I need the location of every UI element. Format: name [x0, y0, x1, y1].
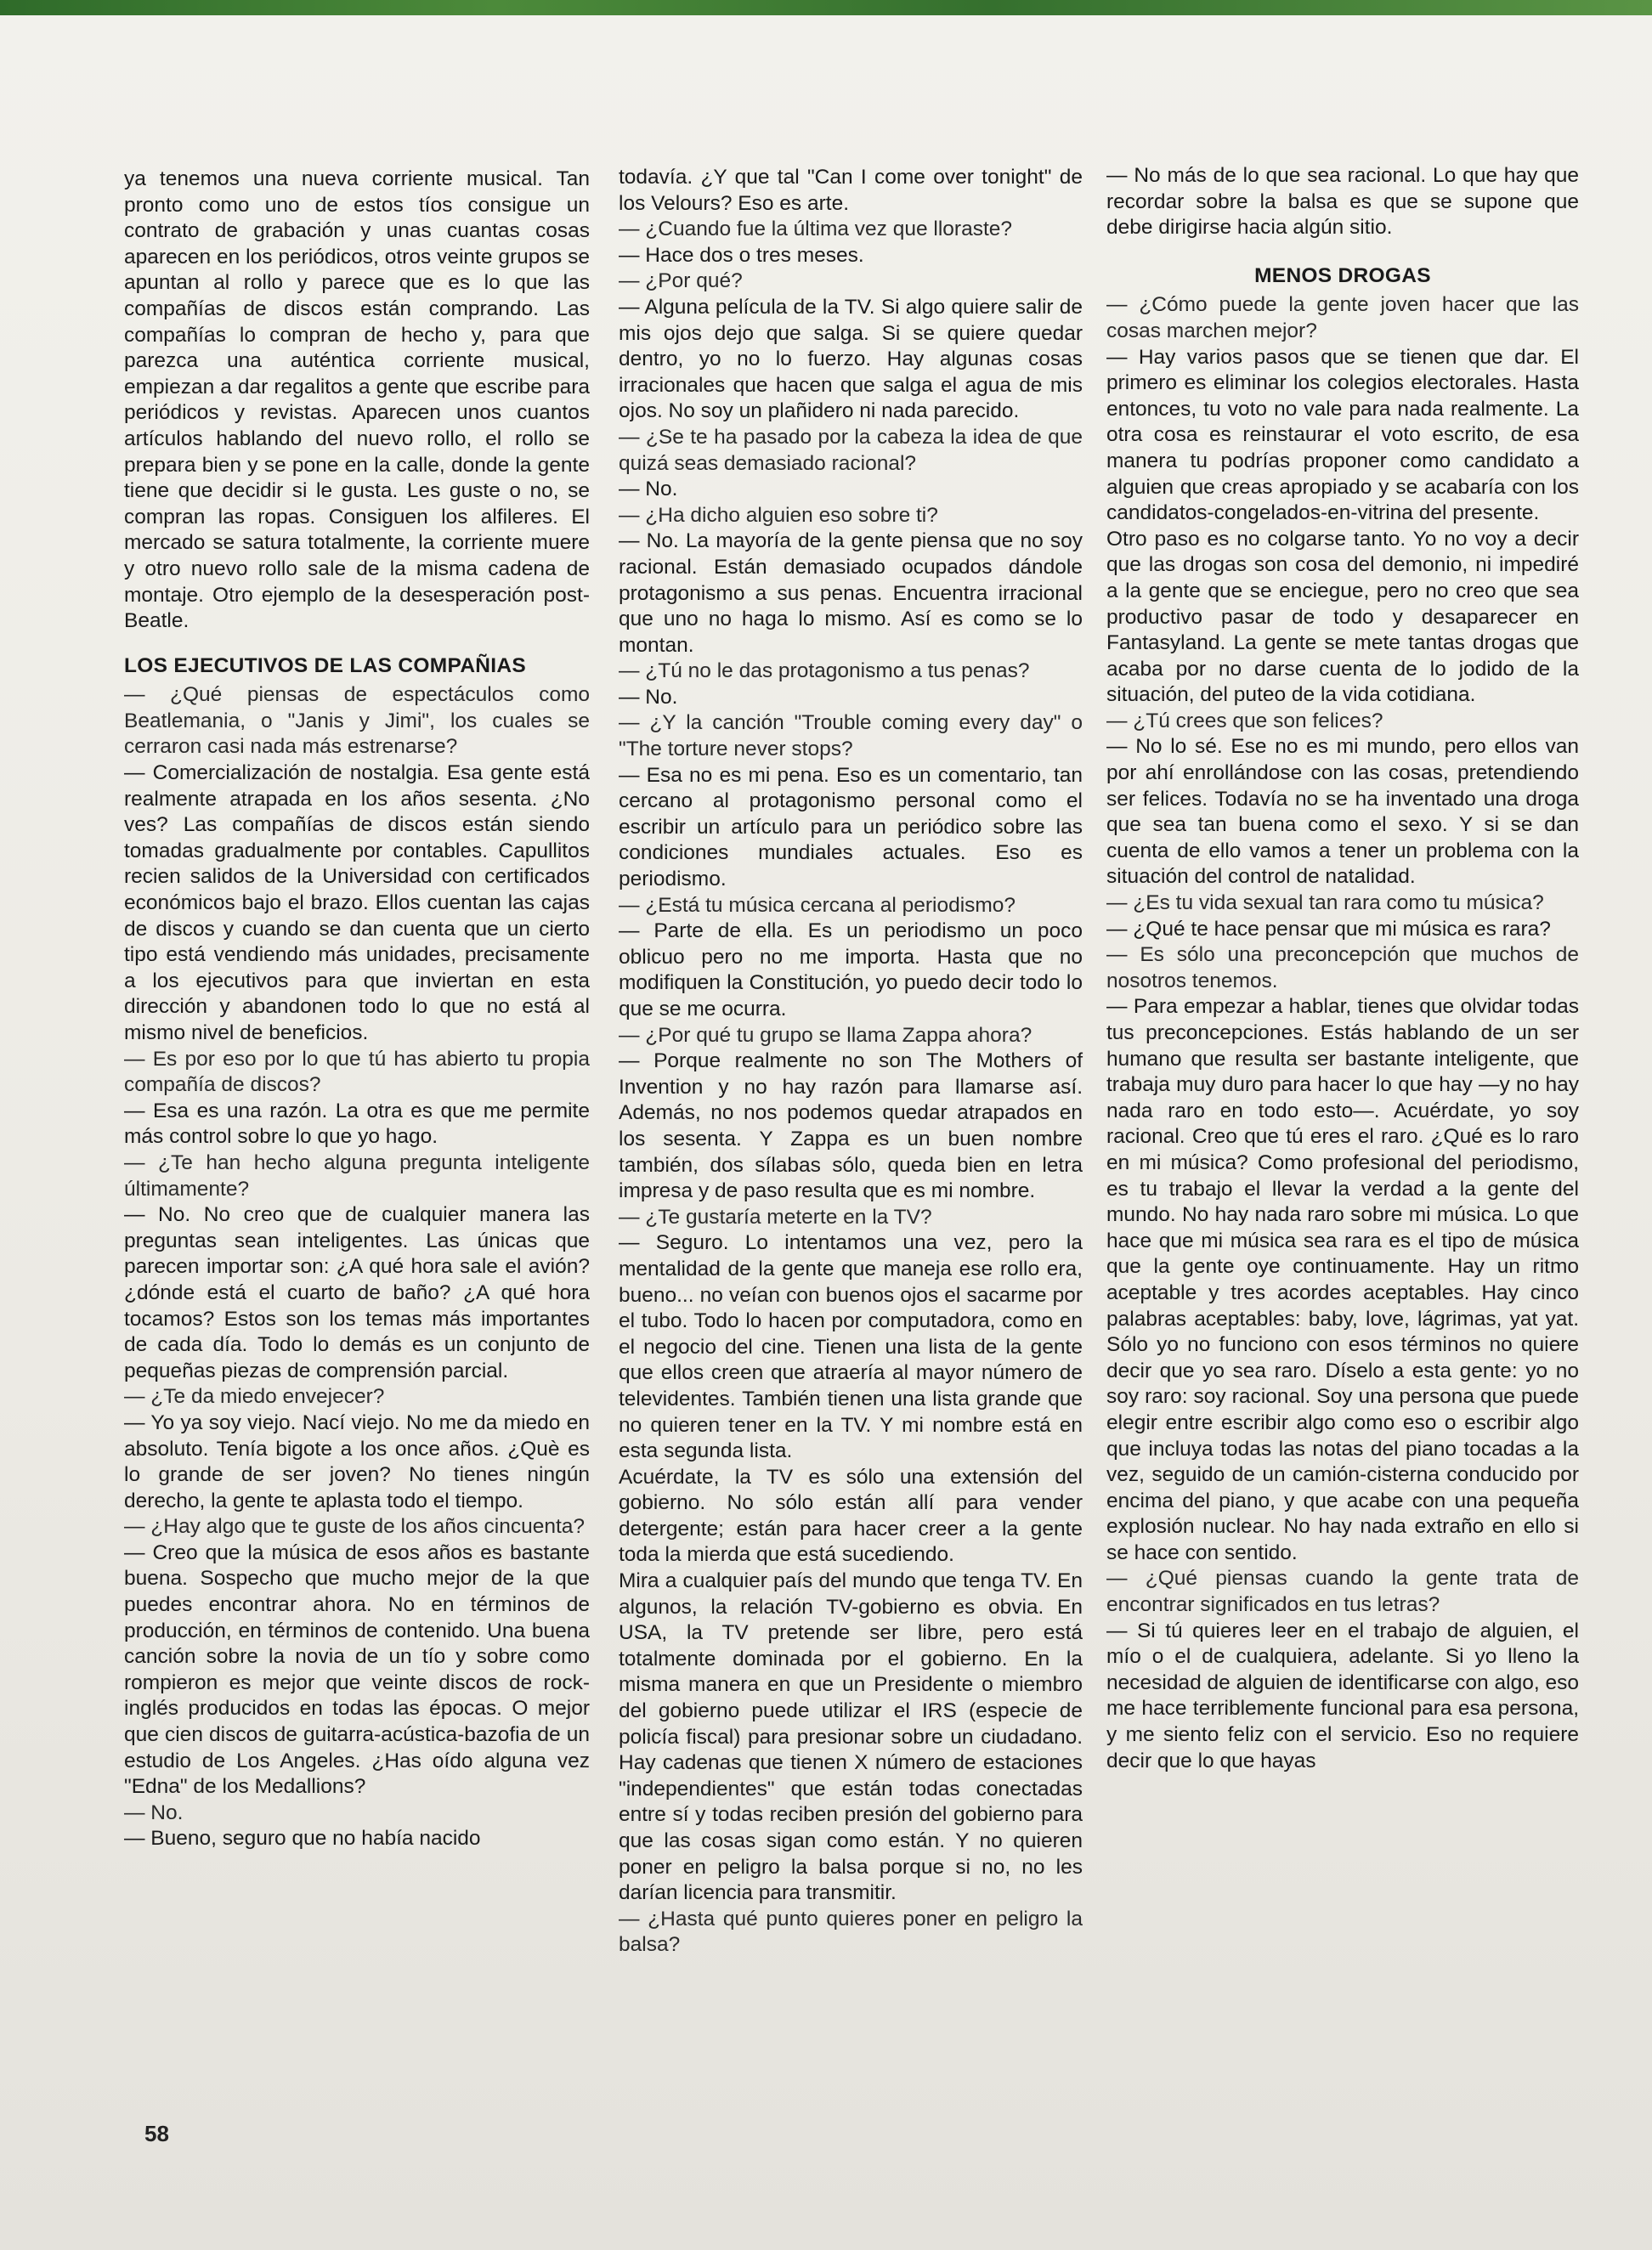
answer-paragraph: ya tenemos una nueva corriente musical. Tan pronto como uno de estos tíos consigue un contrato de grabación y unas cuantas cosas aparecen en los periódicos, otros veinte grupos se apuntan al rollo y parece que es lo que las compañías de discos están comprando. Las compañías lo compran de hecho y, para que parezca una auténtica corriente musical, empiezan a dar regalitos a gente que escribe para periódicos y revistas. Aparecen unos cuantos artículos hablando del nuevo rollo, el rollo se prepara bien y se pone en la calle, donde la gente tiene que decidir si le gusta. Les guste o no, se compran las ropas. Consiguen los alfileres. El mercado se satura totalmente, la corriente muere y otro nuevo rollo sale de la misma cadena de montaje. Otro ejemplo de la desesperación post-Beatle. — [124, 167, 590, 633]
interview-question: — ¿Está tu música cercana al periodismo? — [619, 893, 1016, 917]
section-heading: MENOS DROGAS — [1254, 263, 1431, 287]
answer-paragraph: — Bueno, seguro que no había nacido — [124, 1827, 481, 1851]
answer-paragraph: Otro paso es no colgarse tanto. Yo no voy a decir que las drogas son cosa del demonio, ni impediré a la gente que se enciegue, pero no creo que sea productivo pasar de todo y desaparecer en Fantasyland. La gente se mete tantas drogas que acaba por no darse cuenta de lo jodido de la situación, del puteo de la vida cotidiana. — [1106, 527, 1579, 707]
answer-paragraph: — Parte de ella. Es un periodismo un poco oblicuo pero no me importa. Hasta que no modifiquen la Constitución, yo puedo decir todo lo que se me ocurra. — [619, 919, 1083, 1020]
column-3 — [1106, 163, 1579, 1774]
interview-question: — ¿Cuando fue la última vez que lloraste? — [619, 218, 1013, 241]
answer-paragraph: — Si tú quieres leer en el trabajo de alguien, el mío o el de cualquiera, adelante. Si yo lleno la necesidad de alguien de identificarse con algo, eso me hace terriblemente funcional para esa persona, y me siento feliz con el servicio. Eso no requiere decir que lo que hayas — [1106, 1619, 1579, 1772]
answer-paragraph: Acuérdate, la TV es sólo una extensión del gobierno. No sólo están allí para vender detergente; están para hacer creer a la gente toda la mierda que está sucediendo. — [619, 1465, 1083, 1567]
magazine-page — [0, 15, 1652, 2250]
answer-paragraph: — Porque realmente no son The Mothers of Invention y no hay razón para llamarse así. Además, no nos podemos quedar atrapados en los sesenta. Y Zappa es un buen nombre también, dos sílabas sólo, queda bien en letra impresa y de paso resulta que es mi nombre. — [619, 1049, 1083, 1203]
interview-question: — No. — [124, 1801, 184, 1824]
answer-paragraph: — Esa es una razón. La otra es que me permite más control sobre lo que yo hago. — [124, 1099, 590, 1149]
answer-paragraph: — Yo ya soy viejo. Nací viejo. No me da miedo en absoluto. Tenía bigote a los once años. ¿Què es lo grande de ser joven? No tienes ningún derecho, la gente te aplasta todo el tiempo. — [124, 1410, 590, 1512]
answer-paragraph: — Hace dos o tres meses. — [619, 243, 864, 267]
interview-question: — ¿Es tu vida sexual tan rara como tu música? — [1106, 891, 1544, 915]
section-heading: LOS EJECUTIVOS DE LAS COMPAÑIAS — [124, 653, 527, 677]
interview-question: — ¿Tú crees que son felices? — [1106, 709, 1383, 732]
interview-question: — Es sólo una preconcepción que muchos de nosotros tenemos. — [1106, 943, 1579, 992]
interview-question: — ¿Te da miedo envejecer? — [124, 1385, 385, 1409]
interview-question: — ¿Hasta qué punto quieres poner en peligro la balsa? — [619, 1907, 1083, 1957]
page-number: 58 — [144, 2121, 169, 2146]
answer-paragraph: — Comercialización de nostalgia. Esa gente está realmente atrapada en los años sesenta. ¿No ves? Las compañías de discos están siendo tomadas gradualmente por contables. Capullitos recien salidos de la Universidad con certificados económicos bajo el brazo. Ellos cuentan las cajas de discos y cuando se dan cuenta que un cierto tipo está vendiendo más unidades, precisamente a los ejecutivos para que inviertan en esta dirección y abandonen todo lo que no está al mismo nivel de beneficios. — [124, 761, 590, 1044]
interview-question: — ¿Ha dicho alguien eso sobre ti? — [619, 503, 938, 527]
interview-question: — ¿Te han hecho alguna pregunta inteligente últimamente? — [124, 1150, 590, 1201]
interview-question: — ¿Se te ha pasado por la cabeza la idea de que quizá seas demasiado racional? — [619, 425, 1083, 475]
answer-paragraph: — No lo sé. Ese no es mi mundo, pero ellos van por ahí enrollándose con las cosas, pretendiendo ser felices. Todavía no se ha inventado una droga que sea tan buena como el sexo. Y si se dan cuenta de ello vamos a tener un problema con la situación del control de natalidad. — [1106, 735, 1579, 889]
column-1 — [124, 167, 590, 1852]
interview-question: — ¿Por qué tu grupo se llama Zappa ahora? — [619, 1023, 1032, 1047]
interview-question: — ¿Cómo puede la gente joven hacer que las cosas marchen mejor? — [1106, 293, 1579, 342]
answer-paragraph: — No más de lo que sea racional. Lo que hay que recordar sobre la balsa es que se supone que debe dirigirse hacia algún sitio. — [1106, 164, 1579, 240]
interview-question: — ¿Y la canción "Trouble coming every day" o "The torture never stops? — [619, 711, 1083, 761]
answer-paragraph: — No. No creo que de cualquier manera las preguntas sean inteligentes. Las únicas que parecen importar son: ¿A qué hora sale el avión? ¿dónde está el cuarto de baño? ¿A qué hora tocamos? Estos son los temas más importantes de cada día. Todo lo demás es un conjunto de pequeñas piezas de comprensión parcial. — [124, 1203, 590, 1382]
answer-paragraph: todavía. ¿Y que tal "Can I come over tonight" de los Velours? Eso es arte. — [619, 166, 1083, 215]
answer-paragraph: — ¿Qué te hace pensar que mi música es rara? — [1106, 917, 1551, 941]
column-2 — [619, 165, 1083, 1959]
answer-paragraph: — No. La mayoría de la gente piensa que no soy racional. Están demasiado ocupados dándole protagonismo a sus penas. Encuentra irracional que uno no haga lo mismo. Así es como se lo montan. — [619, 529, 1083, 657]
interview-question: — ¿Hay algo que te guste de los años cincuenta? — [124, 1515, 586, 1539]
answer-paragraph: — Creo que la música de esos años es bastante buena. Sospecho que mucho mejor de la que puedes encontrar ahora. No en términos de producción, en términos de contenido. Una buena canción sobre la novia de un tío y sobre como rompieron es mejor que veinte discos de rock-inglés producidos en todas las épocas. O mejor que cien discos de guitarra-acústica-bazofia de un estudio de Los Angeles. ¿Has oído alguna vez "Edna" de los Medallions? — [124, 1541, 590, 1799]
answer-paragraph: Mira a cualquier país del mundo que tenga TV. En algunos, la relación TV-gobierno es obvia. En USA, la TV pretende ser libre, pero está totalmente dominada por el gobierno. En la misma manera en que un Presidente o miembro del gobierno puede utilizar el IRS (especie de policía fiscal) para presionar sobre un ciudadano. Hay cadenas que tienen X número de estaciones "independientes" que están todas conectadas entre sí y todas reciben presión del gobierno para que las cosas sigan como están. Y no quieren poner en peligro la balsa porque si no, no les darían licencia para transmitir. — [619, 1569, 1083, 1905]
interview-question: — ¿Por qué? — [619, 269, 743, 293]
interview-question: — ¿Te gustaría meterte en la TV? — [619, 1205, 932, 1229]
interview-question: — ¿Qué piensas cuando la gente trata de encontrar significados en tus letras? — [1106, 1567, 1579, 1617]
top-photo-edge — [0, 0, 1652, 15]
interview-question: — Es por eso por lo que tú has abierto tu propia compañía de discos? — [124, 1047, 590, 1097]
answer-paragraph: — Seguro. Lo intentamos una vez, pero la mentalidad de la gente que maneja ese rollo era, bueno... no veían con buenos ojos el sacarme por el tubo. Todo lo hacen por computadora, como en el negocio del cine. Tienen una lista de la gente que ellos creen que atraería al mayor número de televidentes. También tienen una lista grande que no quieren tener en la TV. Y mi nombre está en esta segunda lista. — [619, 1231, 1083, 1463]
interview-question: — ¿Qué piensas de espectáculos como Beatlemania, o "Janis y Jimi", los cuales se cerraron casi nada más estrenarse? — [124, 683, 590, 759]
answer-paragraph: — No. — [619, 685, 678, 709]
answer-paragraph: — Alguna película de la TV. Si algo quiere salir de mis ojos dejo que salga. Si se quiere quedar dentro, yo no lo fuerzo. Hay algunas cosas irracionales que hacen que salga el agua de mis ojos. No soy un plañidero ni nada parecido. — [619, 295, 1083, 423]
answer-paragraph: — No. — [619, 478, 678, 501]
answer-paragraph: — Para empezar a hablar, tienes que olvidar todas tus preconcepciones. Estás hablando de un ser humano que resulta ser bastante inteligente, que trabaja muy duro para hacer lo que hay —y no hay nada raro en todo esto—. Acuérdate, yo soy racional. Creo que tú eres el raro. ¿Qué es lo raro en mi música? Como profesional del periodismo, es tu trabajo el llevar la verdad a la gente del mundo. No hay nada raro sobre mi música. Lo que hace que mi música sea rara es el tipo de música que la gente oye continuamente. Hay un ritmo aceptable y tres acordes aceptables. Hay cinco palabras aceptables: baby, love, lágrimas, yat yat. Sólo yo no funciono con esos términos no quiere decir que yo sea raro. Díselo a esta gente: yo no soy raro: soy racional. Soy una persona que puede elegir entre escribir algo como eso o escribir algo que incluya todas las notas del piano tocadas a la vez, seguido de un camión-cisterna conducido por encima del piano, y que acabe con una pequeña explosión nuclear. No hay nada extraño en ello si se hace con sentido. — [1106, 995, 1579, 1564]
answer-paragraph: — Hay varios pasos que se tienen que dar. El primero es eliminar los colegios electorales. Hasta entonces, tu voto no vale para nada realmente. La otra cosa es reinstaurar el voto escrito, de esa manera tu podrías proponer como candidato a alguien que creas apropiado y se acabaría con los candidatos-congelados-en-vitrina del presente. — [1106, 345, 1579, 525]
answer-paragraph: — Esa no es mi pena. Eso es un comentario, tan cercano al protagonismo personal como el escribir un artículo para un periódico sobre las condiciones mundiales actuales. Eso es periodismo. — [619, 763, 1083, 891]
interview-question: — ¿Tú no le das protagonismo a tus penas? — [619, 659, 1030, 683]
